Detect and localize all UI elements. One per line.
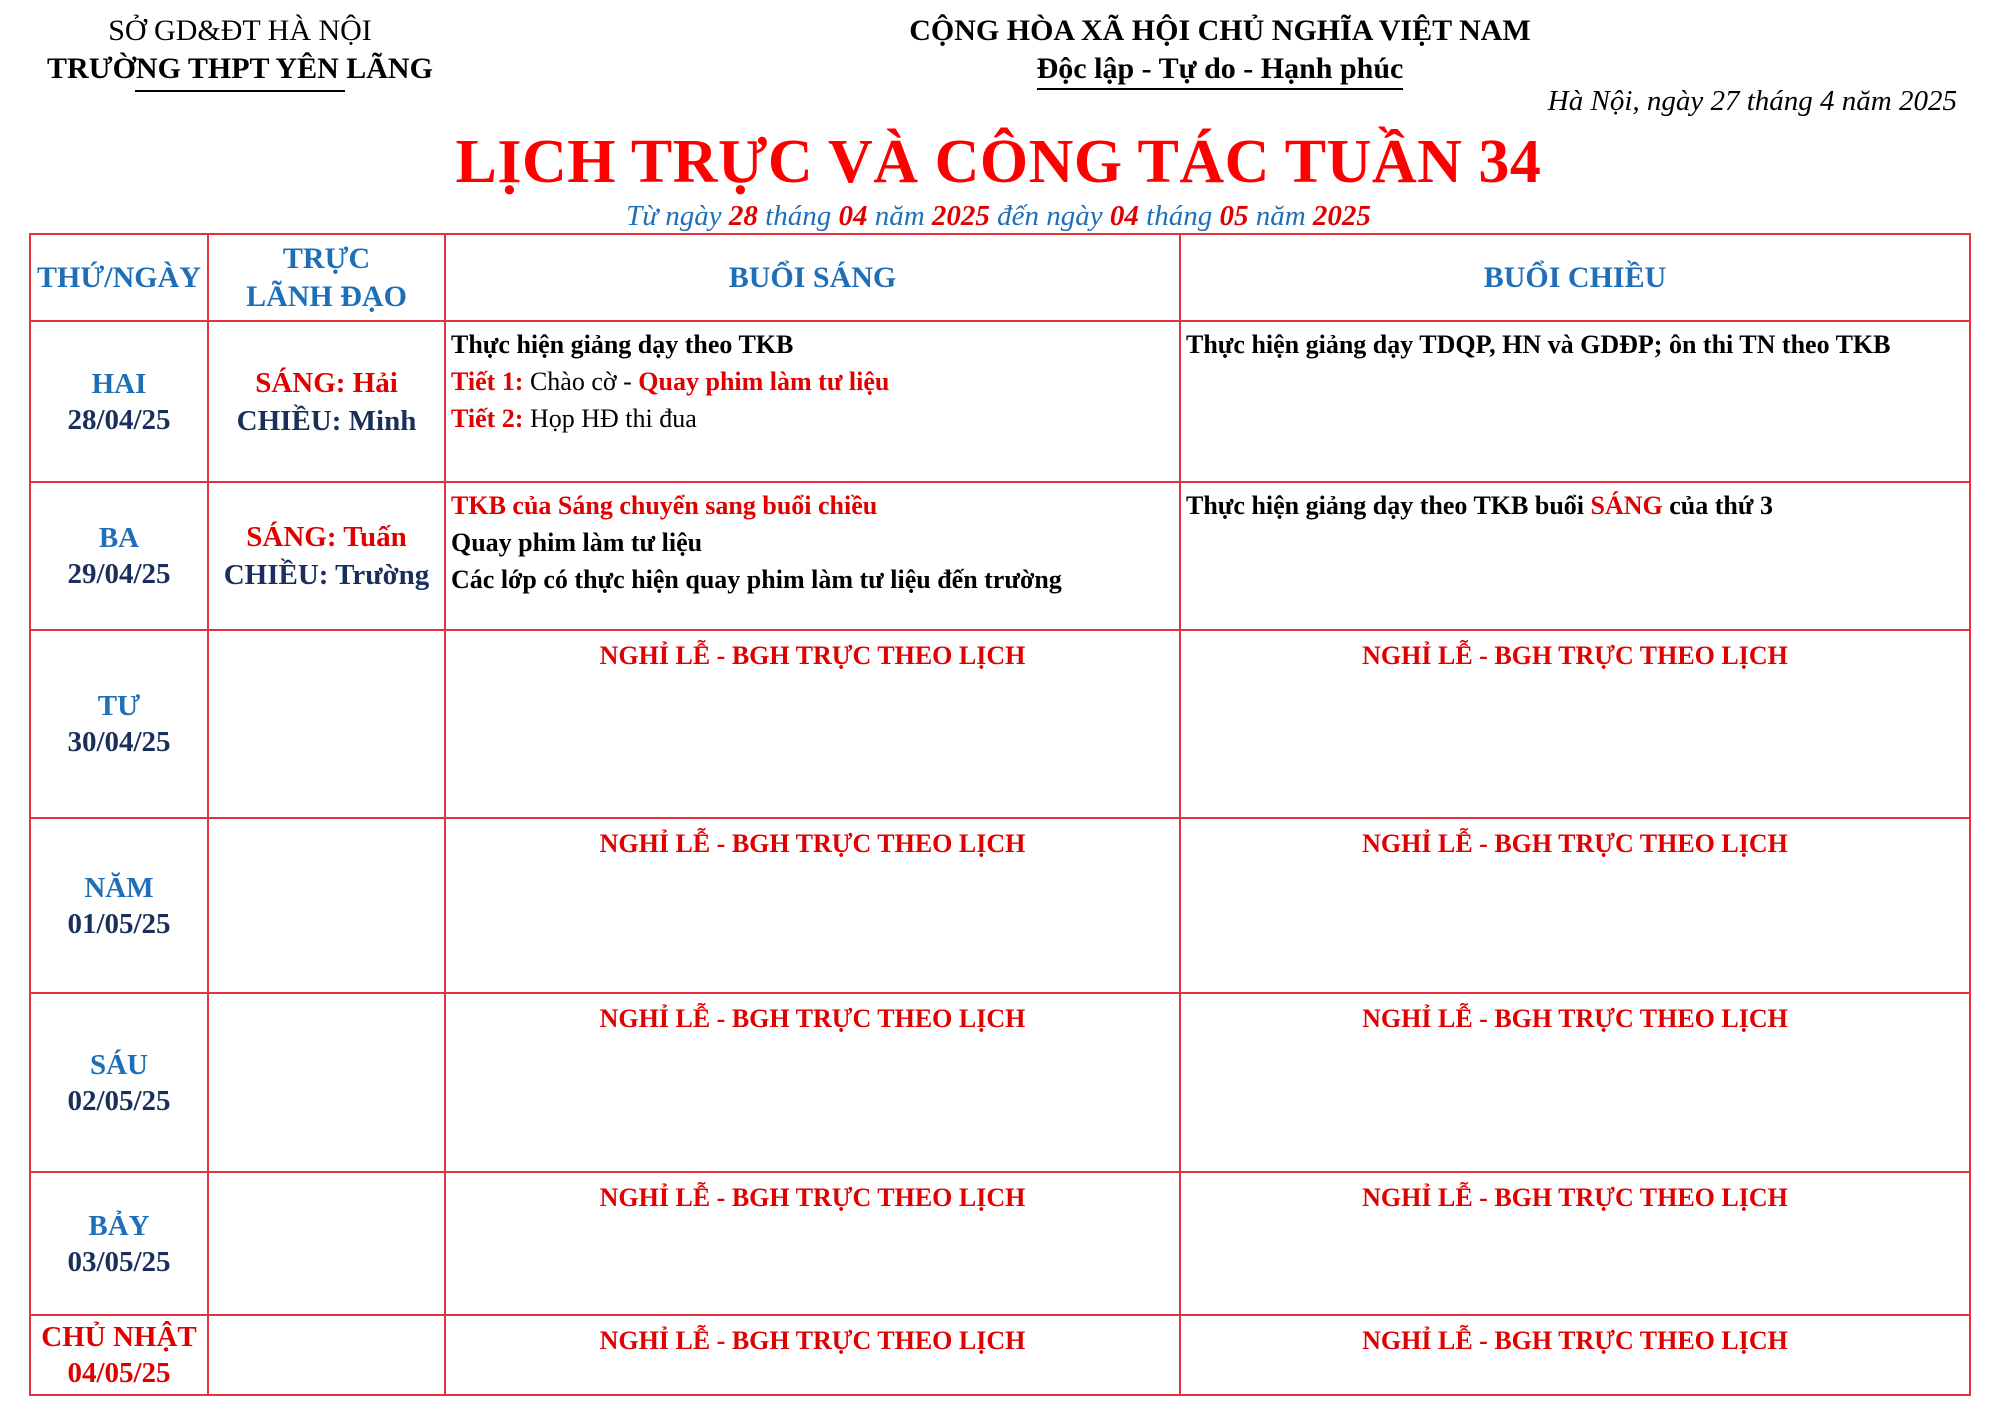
leader-cell	[208, 630, 445, 818]
col-header-leader-line2: LÃNH ĐẠO	[246, 279, 407, 313]
national-motto: Độc lập - Tự do - Hạnh phúc	[1037, 50, 1404, 90]
leader-morning: SÁNG: Tuấn	[246, 521, 407, 553]
day-cell	[30, 1315, 208, 1395]
day-cell	[30, 630, 208, 818]
issue-dateline: Hà Nội, ngày 27 tháng 4 năm 2025	[1547, 85, 1957, 117]
morning-line: Thực hiện giảng dạy theo TKB	[451, 330, 794, 359]
leader-cell	[208, 321, 445, 482]
morning-cell: NGHỈ LỄ - BGH TRỰC THEO LỊCH	[445, 630, 1180, 818]
period-from-month: 04	[838, 200, 868, 232]
school-underline	[135, 90, 345, 92]
leader-cell	[208, 1172, 445, 1315]
leader-cell	[208, 1315, 445, 1395]
period-year-label-2: năm	[1255, 200, 1306, 232]
nation-name: CỘNG HÒA XÃ HỘI CHỦ NGHĨA VIỆT NAM	[909, 14, 1531, 47]
morning-cell: NGHỈ LỄ - BGH TRỰC THEO LỊCH	[445, 818, 1180, 993]
issuer-block	[20, 12, 460, 92]
school-name: TRƯỜNG THPT YÊN LÃNG	[47, 52, 433, 85]
day-name: HAI	[91, 367, 147, 400]
table-row	[30, 321, 1970, 482]
morning-cell: NGHỈ LỄ - BGH TRỰC THEO LỊCH	[445, 1172, 1180, 1315]
day-date: 03/05/25	[67, 1245, 171, 1278]
leader-cell	[208, 482, 445, 630]
col-header-morning: BUỔI SÁNG	[445, 234, 1180, 321]
afternoon-cell: NGHỈ LỄ - BGH TRỰC THEO LỊCH	[1180, 818, 1970, 993]
day-date: 30/04/25	[67, 726, 171, 758]
period-from-day: 28	[728, 200, 758, 232]
table-row	[30, 482, 1970, 630]
col-header-day: THỨ/NGÀY	[30, 234, 208, 321]
period-month-label: tháng	[765, 200, 832, 232]
period-month-label-2: tháng	[1146, 200, 1213, 232]
day-date: 04/05/25	[67, 1357, 171, 1389]
day-date: 28/04/25	[67, 403, 171, 436]
day-name: BA	[98, 522, 140, 554]
schedule-table	[29, 233, 1971, 1396]
afternoon-line: Thực hiện giảng dạy TDQP, HN và GDĐP; ôn thi TN theo TKB	[1186, 330, 1891, 359]
period-year-label: năm	[874, 200, 925, 232]
afternoon-cell	[1180, 482, 1970, 630]
morning-line: TKB của Sáng chuyển sang buổi chiều	[451, 491, 878, 520]
morning-line: Tiết 2: Họp HĐ thi đua	[451, 404, 697, 433]
table-row	[30, 1172, 1970, 1315]
day-name: NĂM	[84, 871, 154, 904]
period-from-label: Từ ngày	[626, 200, 722, 232]
morning-line: Tiết 1: Chào cờ - Quay phim làm tư liệu	[451, 367, 890, 396]
period-to-month: 05	[1219, 200, 1249, 232]
leader-afternoon: CHIỀU: Trường	[223, 559, 430, 591]
afternoon-cell: NGHỈ LỄ - BGH TRỰC THEO LỊCH	[1180, 1172, 1970, 1315]
day-name: SÁU	[89, 1048, 148, 1081]
table-row	[30, 818, 1970, 993]
day-date: 01/05/25	[67, 907, 171, 940]
day-cell	[30, 818, 208, 993]
day-cell	[30, 1172, 208, 1315]
day-cell	[30, 993, 208, 1172]
page-title: LỊCH TRỰC VÀ CÔNG TÁC TUẦN 34	[455, 128, 1542, 196]
morning-cell: NGHỈ LỄ - BGH TRỰC THEO LỊCH	[445, 993, 1180, 1172]
morning-cell	[445, 482, 1180, 630]
afternoon-cell: NGHỈ LỄ - BGH TRỰC THEO LỊCH	[1180, 993, 1970, 1172]
table-row	[30, 1315, 1970, 1395]
table-row	[30, 630, 1970, 818]
leader-cell	[208, 993, 445, 1172]
period-to-year: 2025	[1312, 200, 1371, 232]
leader-cell	[208, 818, 445, 993]
department-name: SỞ GD&ĐT HÀ NỘI	[108, 14, 372, 47]
col-header-leader-line1: TRỰC	[282, 241, 371, 275]
leader-morning: SÁNG: Hải	[255, 366, 398, 399]
morning-line: Quay phim làm tư liệu	[451, 528, 703, 557]
day-cell	[30, 482, 208, 630]
table-row	[30, 993, 1970, 1172]
afternoon-line: Thực hiện giảng dạy theo TKB buổi SÁNG của thứ 3	[1186, 491, 1773, 520]
afternoon-cell: NGHỈ LỄ - BGH TRỰC THEO LỊCH	[1180, 1315, 1970, 1395]
day-date: 02/05/25	[67, 1084, 171, 1117]
morning-cell: NGHỈ LỄ - BGH TRỰC THEO LỊCH	[445, 1315, 1180, 1395]
table-header-row	[30, 234, 1970, 321]
afternoon-cell	[1180, 321, 1970, 482]
day-name: TƯ	[97, 690, 141, 722]
period-to-day: 04	[1109, 200, 1139, 232]
day-name: BẢY	[88, 1209, 150, 1242]
col-header-afternoon: BUỔI CHIỀU	[1180, 234, 1970, 321]
morning-line: Các lớp có thực hiện quay phim làm tư liệu đến trường	[451, 565, 1062, 594]
period-to-label: đến ngày	[997, 200, 1103, 232]
leader-afternoon: CHIỀU: Minh	[236, 404, 417, 437]
period-from-year: 2025	[931, 200, 990, 232]
afternoon-cell: NGHỈ LỄ - BGH TRỰC THEO LỊCH	[1180, 630, 1970, 818]
morning-cell	[445, 321, 1180, 482]
col-header-leader	[208, 234, 445, 321]
day-date: 29/04/25	[67, 558, 171, 590]
schedule-period	[0, 196, 1997, 236]
national-header	[840, 12, 1600, 90]
day-name: CHỦ NHẬT	[41, 1321, 197, 1353]
day-cell	[30, 321, 208, 482]
